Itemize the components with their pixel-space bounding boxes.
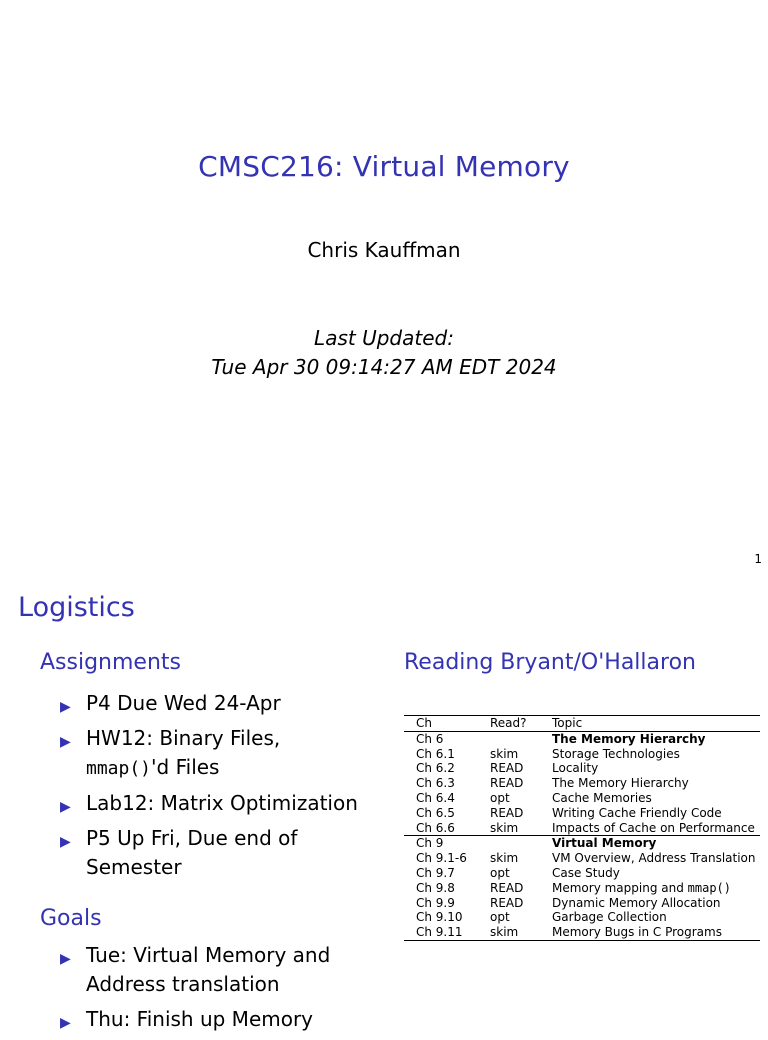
table-row: Ch 9.10 opt Garbage Collection	[416, 910, 667, 925]
table-row: Ch 6.6 skim Impacts of Cache on Performance	[416, 820, 755, 835]
last-updated-date: Tue Apr 30 09:14:27 AM EDT 2024	[211, 355, 557, 379]
triangle-bullet-icon: ▶	[60, 734, 71, 750]
list-item: ▶ P5 Up Fri, Due end of Semester	[60, 826, 298, 879]
table-row: Ch 6.4 opt Cache Memories	[416, 790, 652, 805]
list-item: ▶ Lab12: Matrix Optimization	[60, 789, 390, 818]
logistics-slide	[0, 576, 768, 1031]
triangle-bullet-icon: ▶	[60, 699, 71, 715]
table-row: Ch 6.3 READ The Memory Hierarchy	[416, 776, 689, 791]
author-name: Chris Kauffman	[307, 238, 461, 262]
column-header: Read?	[478, 716, 540, 732]
table-row: Ch 6.1 skim Storage Technologies	[416, 746, 680, 761]
list-item: ▶ Thu: Finish up Memory	[60, 1005, 390, 1034]
goals-list	[60, 941, 390, 1040]
table-row: Ch 9.9 READ Dynamic Memory Allocation	[416, 895, 721, 910]
goals-heading: Goals	[40, 906, 102, 931]
reading-table	[404, 715, 760, 941]
table-header-row	[404, 716, 760, 732]
list-item: ▶ HW12: Binary Files, mmap()'d Files	[60, 726, 281, 779]
triangle-bullet-icon: ▶	[60, 951, 71, 967]
table-row: Ch 9.7 opt Case Study	[416, 865, 620, 880]
table-row: Ch 6.2 READ Locality	[416, 761, 599, 776]
page-number: 1	[754, 552, 762, 566]
table-row: Ch 6 The Memory Hierarchy	[416, 731, 706, 746]
frame-title: Logistics	[18, 592, 135, 623]
triangle-bullet-icon: ▶	[60, 834, 71, 850]
list-item: ▶ P4 Due Wed 24-Apr	[60, 689, 390, 718]
table-row: Ch 9.8 READ Memory mapping and mmap()	[416, 880, 732, 895]
table-row: Ch 6.5 READ Writing Cache Friendly Code	[416, 805, 722, 820]
last-updated-label: Last Updated:	[314, 326, 454, 350]
assignments-heading: Assignments	[40, 650, 181, 675]
assignments-list	[60, 689, 390, 888]
table-row: Ch 9 Virtual Memory	[404, 836, 760, 851]
column-header: Topic	[540, 716, 760, 732]
reading-heading: Reading Bryant/O'Hallaron	[404, 650, 696, 675]
triangle-bullet-icon: ▶	[60, 799, 71, 815]
table-row: Ch 9.1-6 skim VM Overview, Address Translation	[416, 851, 756, 866]
column-header: Ch	[404, 716, 478, 732]
list-item: ▶ Tue: Virtual Memory and Address translation	[60, 943, 331, 996]
table-row: Ch 9.11 skim Memory Bugs in C Programs	[404, 925, 760, 940]
triangle-bullet-icon: ▶	[60, 1015, 71, 1031]
slide-title: CMSC216: Virtual Memory	[198, 150, 570, 183]
